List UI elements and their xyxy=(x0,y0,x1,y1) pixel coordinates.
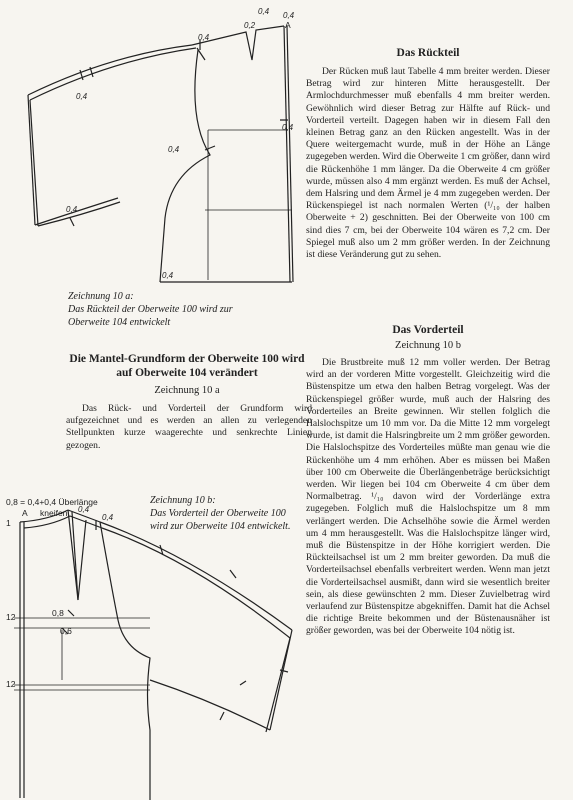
fig10b-v08: 0,8 xyxy=(52,608,64,618)
fig10b-kneifen: kneifen xyxy=(40,508,68,518)
fig10a-label-3: 0,4 xyxy=(258,7,270,16)
fig10b-n12a: 12 xyxy=(6,612,16,622)
fig10a-label-1: 0,4 xyxy=(198,33,210,42)
fig10a-label-4: 0,4 xyxy=(283,11,295,20)
figure-10a-caption xyxy=(68,290,268,329)
right-paragraph-rueckteil: Der Rücken muß laut Tabelle 4 mm breiter werden. Dieser Betrag wird zur hinteren Mitte herausgestellt. Der Armlochdurchmesser muß ebenfalls 4 mm breiter werden. Gewöhnlich wird dieser Betrag zur Hälfte auf Rück- und Vorderteil verteilt. Dagegen haben wir in diesem Fall den kleinen Betrag ganz an den Rücken angestellt. Was in der Quere weitergemacht wurde, muß in der Höhe an Länge zugegeben werden. Wird die Oberweite 1 cm größer, dann wird die Rückenhöhe 1 mm länger. Da die Oberweite 4 cm größer wurde, müssen also 4 mm ergänzt werden. Es muß der Achsel, dem Halsring und dem Ärmel je 4 mm zugegeben werden. Der Rückenspiegel ist nach normalen Werten (¹/₁₀ der halben Oberweite + 2) geschnitten. Bei der Oberweite von 100 cm sind dies 7 cm, bei der Oberweite 104 wären es 7,2 cm. Der Spiegel muß also um 2 mm größer werden. In der Zeichnung ist diese Veränderung gut zu sehen. xyxy=(306,66,550,261)
fig10a-label-2: 0,2 xyxy=(244,21,256,30)
fig10a-label-9: 0,4 xyxy=(162,271,174,280)
fig10b-v04a: 0,4 xyxy=(78,505,90,514)
right-heading-vorderteil: Das Vorderteil xyxy=(392,324,464,336)
fig10a-label-8: 0,4 xyxy=(66,205,78,214)
figure-10a-back-pattern xyxy=(0,0,300,290)
fig10b-point-a: A xyxy=(22,508,28,518)
fig10b-v04b: 0,4 xyxy=(102,513,114,522)
right-paragraph-vorderteil: Die Brustbreite muß 12 mm voller werden. Der Betrag wird an der vorderen Mitte vorgestellt. Gleichzeitig wird die Büstenspitze um etwa den halben Betrag vorgelegt. Was der Rückenspiegel größer wurde, muß auch der Halsring des Vorderteiles an Breite gewinnen. Wir stellen folglich die Halslochspitze um 10 mm vor. Da die Mitte 12 mm vorgelegt wurde, ist damit die Halsringbreite um 2 mm größer geworden. Die Halslochspitze des Vorderteiles müßte man genau wie die Rückenhöhe um 4 mm erhöhen. Aber es müssen bei Maßen über 100 cm Oberweite die Überlängenbeträge berücksichtigt werden. Wir liegen bei 104 cm Oberweite 4 cm über dem Normalbetrag. ¹/₁₀ davon wird der Vorderlänge extra zugegeben. Folglich muß die Halslochspitze um 8 mm verlängert werden. Die Achselhöhe sowie die Ärmel werden um 4 mm herausgestellt. Was die Halslochspitze länger wird, muß die Büstenspitze in der Höhe korrigiert werden. Die Rückteilsachsel ist um 2 mm breiter geworden. Da muß die Vorderteilsachsel ebenfalls verbreitert werden. Wenn man jetzt die Vorderteilsachsel ausmißt, dann wird sie wesentlich breiter sein, als diese gewünschten 2 mm. Dieser Zuvielbetrag wird verlaufend zur Büstenspitze abgekniffen. Damit hat die Achsel die richtige Breite bekommen und der Büstenausnäher ist größer geworden, was bei der Oberweite 104 nötig ist. xyxy=(306,357,550,637)
figure-10a-caption-label: Zeichnung 10 a: xyxy=(68,291,134,302)
right-subheading-vorderteil: Zeichnung 10 b xyxy=(395,340,461,351)
figure-10a-svg xyxy=(0,0,300,290)
fig10a-label-6: 0,4 xyxy=(282,123,294,132)
right-heading-rueckteil: Das Rückteil xyxy=(396,47,460,59)
fig10a-point-a: A xyxy=(285,20,291,30)
figure-10b-caption xyxy=(150,494,300,533)
figure-10b-caption-text: Das Vorderteil der Oberweite 100 wird zur Oberweite 104 entwickelt. xyxy=(150,508,291,532)
left-heading: Die Mantel-Grundform der Oberweite 100 wird auf Oberweite 104 verändert xyxy=(69,353,305,379)
fig10b-v06: 0,6 xyxy=(60,626,72,636)
fig10b-top-note-text: 0,8 = 0,4+0,4 Überlänge xyxy=(6,497,98,507)
fig10b-n1: 1 xyxy=(6,518,11,528)
figure-10b-caption-label: Zeichnung 10 b: xyxy=(150,495,216,506)
left-paragraph: Das Rück- und Vorderteil der Grundform wird aufgezeichnet und es werden an allen zu verlegenden Stellpunkten kurze waagerechte und senkrechte Linien gezogen. xyxy=(66,403,312,451)
figure-10a-caption-text: Das Rückteil der Oberweite 100 wird zur Oberweite 104 entwickelt xyxy=(68,304,233,328)
fig10b-n12b: 12 xyxy=(6,679,16,689)
fig10a-label-5: 0,4 xyxy=(76,92,88,101)
fig10a-label-7: 0,4 xyxy=(168,145,180,154)
left-subheading: Zeichnung 10 a xyxy=(154,385,220,396)
